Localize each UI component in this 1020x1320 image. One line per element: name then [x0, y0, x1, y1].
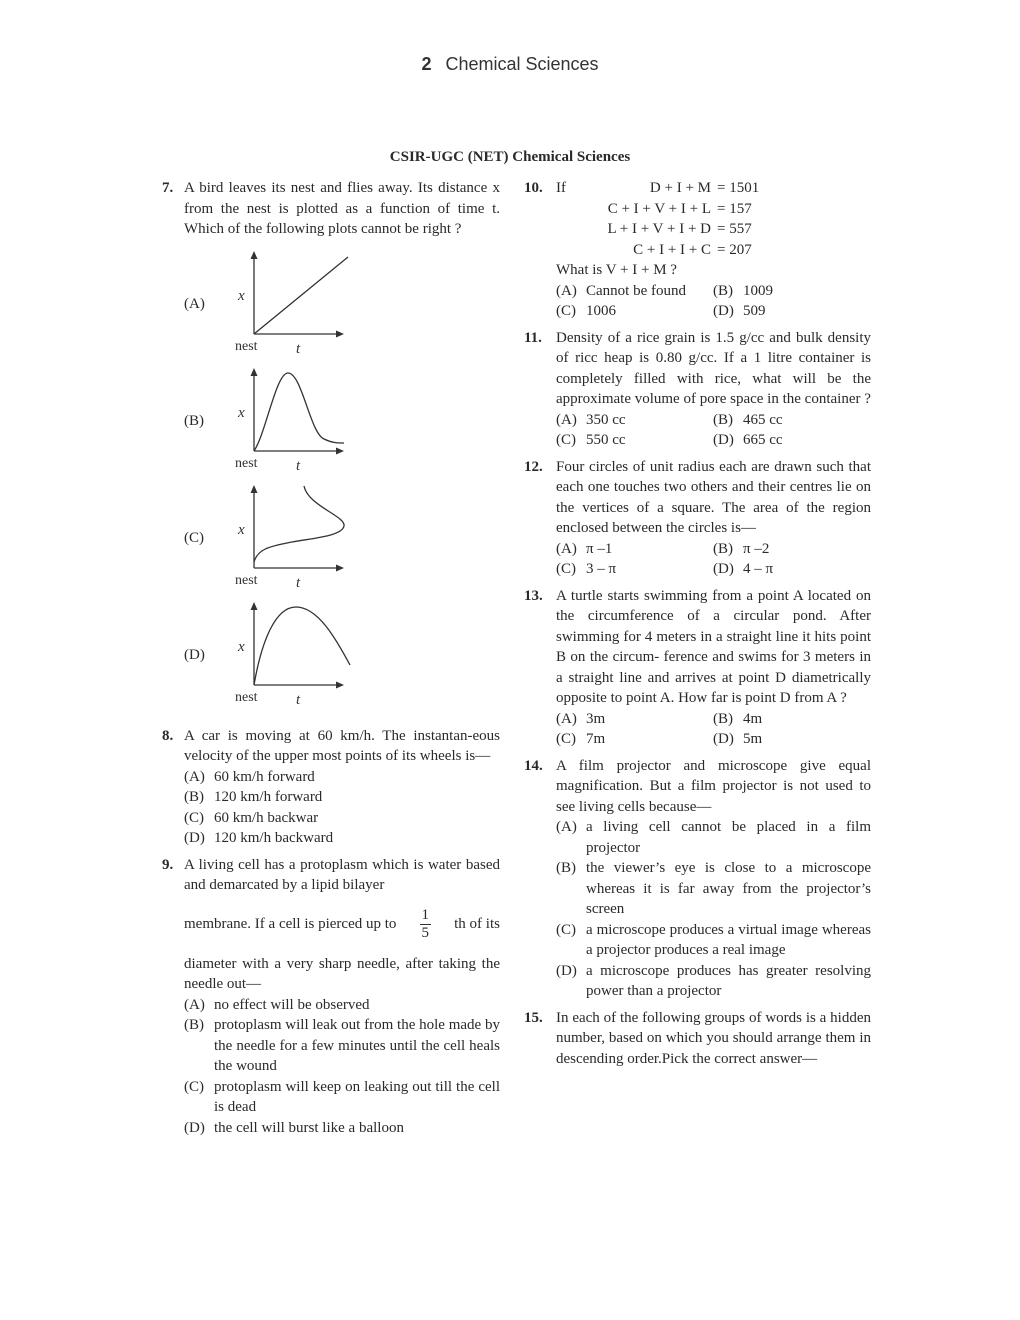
axis-label-t: t — [296, 458, 301, 474]
option-a: (A) a living cell cannot be placed in a film projector — [556, 819, 871, 856]
option-d: (D) 665 cc — [713, 432, 783, 448]
option-a: (A) 3m — [556, 710, 606, 727]
option-d: (D) 4 – π — [713, 561, 774, 577]
question-14 — [524, 756, 871, 1002]
question-8 — [162, 726, 500, 849]
question-12 — [524, 457, 871, 580]
document-title: CSIR-UGC (NET) Chemical Sciences — [389, 149, 631, 165]
equation-set — [556, 178, 871, 260]
question-text: Four circles of unit radius each are drawn such that each one touches two others and their centres lie on the vertices of a square. The area of the region enclosed between the circles is— — [556, 458, 871, 536]
axis-label-t: t — [296, 575, 301, 591]
options-grid — [556, 281, 871, 322]
option-c: (C) 60 km/h backwar — [184, 809, 319, 826]
question-number: 8. — [162, 727, 174, 744]
option-c: (C) 550 cc — [556, 432, 626, 448]
fraction: $\frac{1}{5}$ — [421, 907, 430, 941]
option-a: (A) 60 km/h forward — [184, 768, 315, 785]
plot-option-d — [184, 597, 500, 714]
question-number: 14. — [524, 757, 543, 774]
axis-label-x: x — [238, 405, 245, 421]
plot-option-b — [184, 363, 500, 480]
option-label: (D) — [184, 646, 205, 663]
graph-a-linear — [232, 248, 382, 360]
axis-label-t: t — [296, 341, 301, 357]
option-d: (D) 120 km/h backward — [184, 830, 334, 846]
question-text-part3: diameter with a very sharp needle, after taking the needle out— — [184, 955, 500, 992]
question-text: What is V + I + M ? — [556, 262, 677, 278]
question-number: 15. — [524, 1009, 543, 1026]
question-9 — [162, 855, 500, 1139]
plot-option-c — [184, 480, 500, 597]
axis-label-origin: nest — [235, 573, 258, 588]
question-text-part2: membrane. If a cell is pierced up to $\frac{1}{5}$ th of its — [184, 907, 500, 941]
question-text: A film projector and microscope give equal magnification. But a film projector is not used to see living cells because— — [556, 757, 871, 815]
question-number: 13. — [524, 587, 543, 604]
option-label: (A) — [184, 295, 205, 312]
plot-option-a — [184, 246, 500, 363]
option-c: (C) 1006 — [556, 303, 616, 319]
options-grid — [556, 539, 871, 580]
option-d: (D) 5m — [713, 731, 763, 747]
option-b: (B) 1009 — [713, 282, 773, 299]
running-header — [0, 54, 1020, 75]
question-number: 7. — [162, 180, 174, 196]
question-number: 10. — [524, 180, 543, 196]
option-d: (D) the cell will burst like a balloon — [184, 1119, 404, 1136]
option-b: (B) π –2 — [713, 540, 770, 557]
axis-label-t: t — [296, 692, 301, 708]
option-a: (A) no effect will be observed — [184, 996, 370, 1013]
graph-b-peak — [232, 365, 382, 477]
question-number: 12. — [524, 458, 543, 475]
equation-row: L + I + V + I + D = 557 — [607, 221, 752, 237]
option-label: (C) — [184, 529, 204, 546]
left-column — [162, 178, 500, 1144]
equation-row: C + I + V + I + L = 157 — [607, 200, 752, 217]
option-a: (A) Cannot be found — [556, 282, 686, 299]
option-b: (B) protoplasm will leak out from the hole made by the needle for a few minutes until the cell heals the wound — [184, 1017, 500, 1074]
running-title: Chemical Sciences — [445, 54, 599, 74]
question-7 — [162, 178, 500, 714]
option-b: (B) 465 cc — [713, 411, 783, 428]
equation-row: If D + I + M = 1501 — [556, 180, 760, 196]
equation-row: C + I + I + C = 207 — [633, 241, 752, 258]
option-c: (C) 7m — [556, 731, 606, 747]
options-grid — [556, 709, 871, 750]
question-13 — [524, 586, 871, 750]
graph-d-arch — [232, 599, 382, 711]
question-15 — [524, 1008, 871, 1070]
question-11 — [524, 328, 871, 451]
question-text: A turtle starts swimming from a point A located on the circumference of a circular pond. After swimming for 4 meters in a straight line it hits point B on the circum- ference and swims for 3 meters in a straight line and arrives at point D diametrically opposite to point A. How far is point D from A ? — [556, 587, 871, 706]
graph-c-multivalued — [232, 482, 382, 594]
option-a: (A) 350 cc — [556, 411, 626, 428]
option-c: (C) 3 – π — [556, 561, 617, 577]
option-b: (B) the viewer’s eye is close to a microscope whereas it is far away from the projector’s screen — [556, 860, 871, 917]
option-a: (A) π –1 — [556, 540, 613, 557]
options-grid — [556, 410, 871, 451]
option-c: (C) a microscope produces a virtual image whereas a projector produces a real image — [556, 921, 871, 958]
axis-label-origin: nest — [235, 456, 258, 471]
option-c: (C) protoplasm will keep on leaking out till the cell is dead — [184, 1078, 500, 1115]
question-text: Density of a rice grain is 1.5 g/cc and bulk density of ricc heap is 0.80 g/cc. If a 1 litre container is completely filled with rice, what will be the approximate volume of pore space in the container ? — [556, 329, 871, 407]
axis-label-origin: nest — [235, 339, 258, 354]
question-10 — [524, 178, 871, 322]
option-d: (D) a microscope produces has greater resolving power than a projector — [556, 962, 871, 999]
question-text: In each of the following groups of words is a hidden number, based on which you should arrange them in descending order.Pick the correct answer— — [556, 1009, 871, 1067]
question-number: 11. — [524, 329, 542, 346]
question-text: A bird leaves its nest and flies away. Its distance x from the nest is plotted as a function of time t. Which of the following plots cannot be right ? — [184, 180, 500, 237]
axis-label-x: x — [238, 288, 245, 304]
axis-label-x: x — [238, 522, 245, 538]
option-b: (B) 120 km/h forward — [184, 789, 323, 805]
axis-label-x: x — [238, 639, 245, 655]
question-text-part1: A living cell has a protoplasm which is water based and demarcated by a lipid bilayer — [184, 856, 500, 893]
question-text: A car is moving at 60 km/h. The instantan-eous velocity of the upper most points of its wheels is— — [184, 727, 500, 764]
option-b: (B) 4m — [713, 710, 763, 727]
option-d: (D) 509 — [713, 303, 766, 319]
right-column — [524, 178, 871, 1075]
axis-label-origin: nest — [235, 690, 258, 705]
option-label: (B) — [184, 412, 204, 429]
question-number: 9. — [162, 856, 174, 873]
page-number: 2 — [421, 54, 432, 74]
